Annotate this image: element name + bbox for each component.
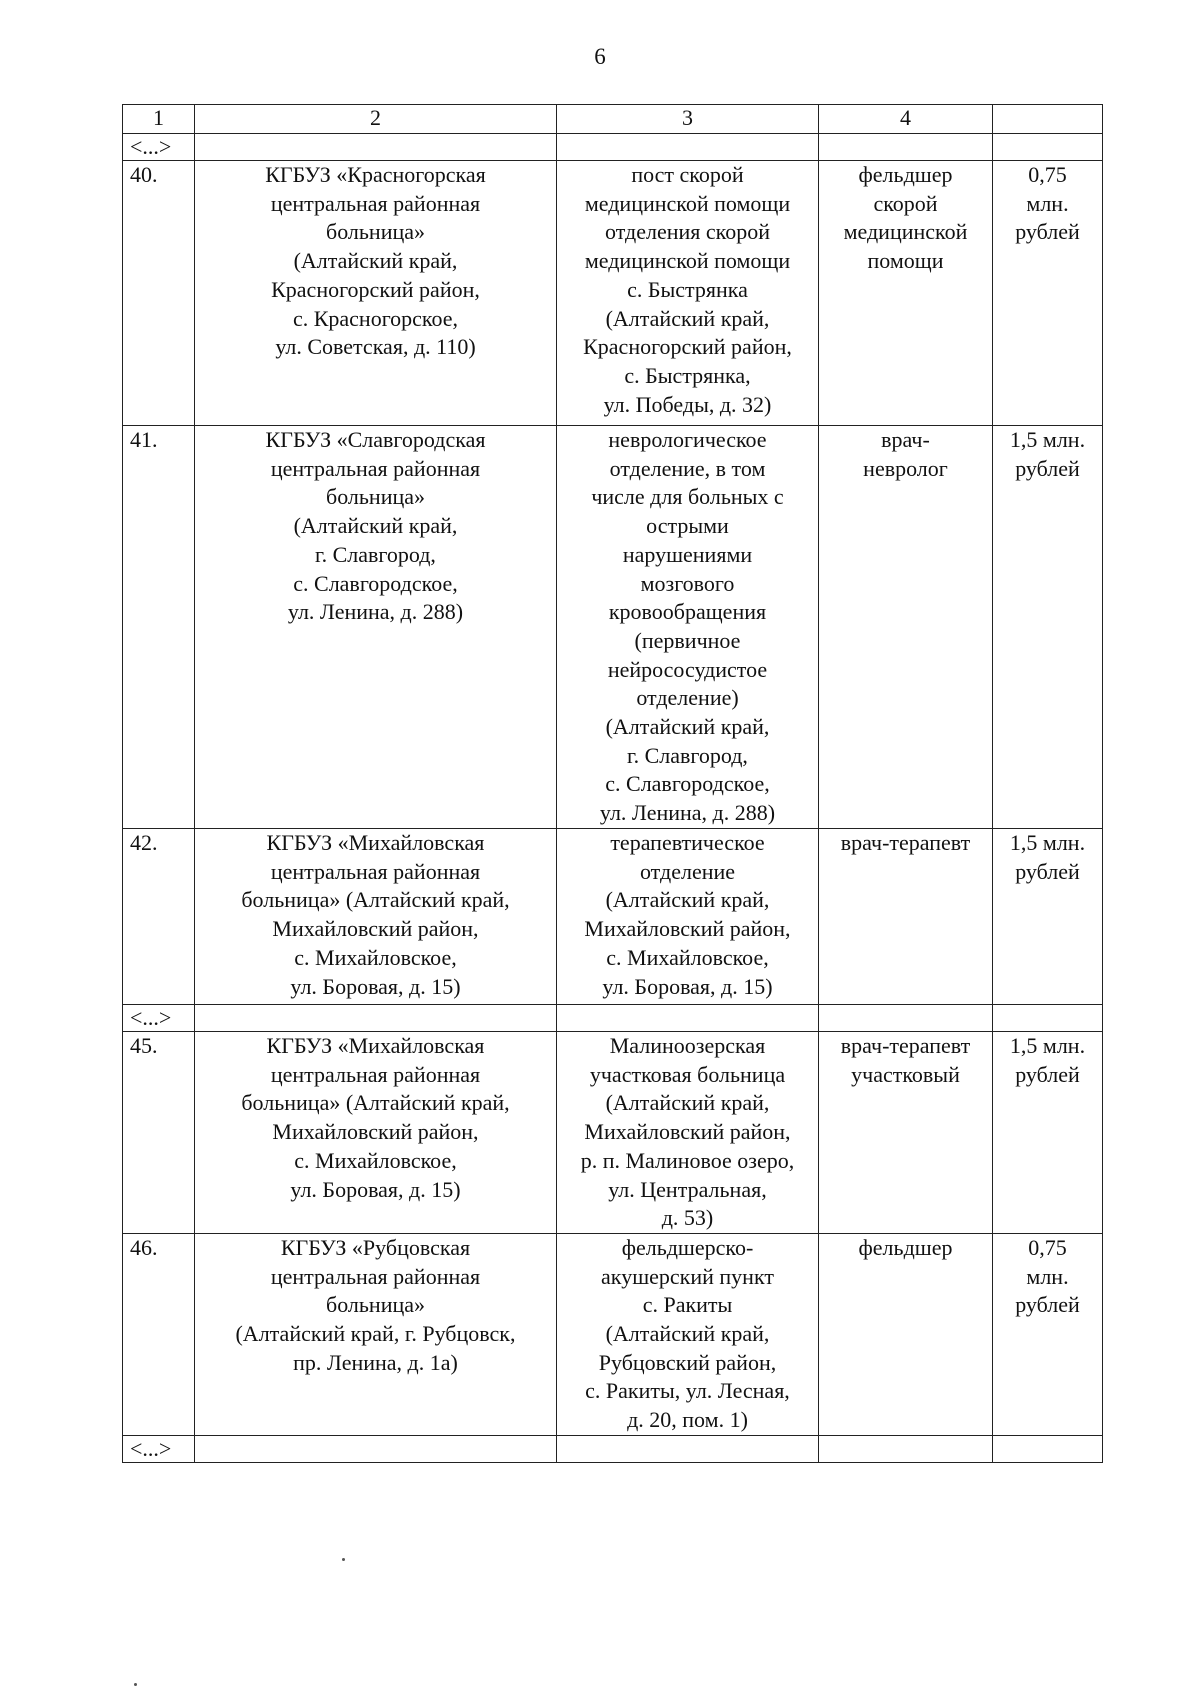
table-row-omission: [123, 1005, 1103, 1032]
table-row: [123, 1233, 1103, 1435]
header-col-4: 4: [819, 105, 993, 134]
empty-cell: [819, 1005, 993, 1032]
table-row-omission: [123, 1435, 1103, 1462]
institution-cell: КГБУЗ «Михайловская центральная районная больница» (Алтайский край, Михайловский район, с. Михайловское, ул. Боровая, д. 15): [195, 829, 557, 1005]
scan-speck: [134, 1683, 137, 1686]
empty-cell: [993, 1005, 1103, 1032]
row-number: 42.: [123, 829, 195, 1005]
amount-cell: 1,5 млн. рублей: [993, 426, 1103, 829]
empty-cell: [819, 134, 993, 161]
omission-marker: <...>: [123, 134, 195, 161]
empty-cell: [195, 1435, 557, 1462]
document-table: [122, 104, 1103, 1463]
position-cell: фельдшер скорой медицинской помощи: [819, 161, 993, 426]
unit-cell: Малиноозерская участковая больница (Алтайский край, Михайловский район, р. п. Малиновое озеро, ул. Центральная, д. 53): [557, 1032, 819, 1234]
amount-cell: 0,75 млн. рублей: [993, 161, 1103, 426]
empty-cell: [819, 1435, 993, 1462]
table-header-row: [123, 105, 1103, 134]
empty-cell: [195, 1005, 557, 1032]
row-number: 41.: [123, 426, 195, 829]
position-cell: врач- невролог: [819, 426, 993, 829]
institution-cell: КГБУЗ «Рубцовская центральная районная больница» (Алтайский край, г. Рубцовск, пр. Ленина, д. 1а): [195, 1233, 557, 1435]
table-row: [123, 829, 1103, 1005]
unit-cell: неврологическое отделение, в том числе для больных с острыми нарушениями мозгового кровообращения (первичное нейрососудистое отделение) (Алтайский край, г. Славгород, с. Славгородское, ул. Ленина, д. 288): [557, 426, 819, 829]
header-col-5: [993, 105, 1103, 134]
institution-cell: КГБУЗ «Славгородская центральная районная больница» (Алтайский край, г. Славгород, с. Славгородское, ул. Ленина, д. 288): [195, 426, 557, 829]
header-col-2: 2: [195, 105, 557, 134]
table-row-omission: [123, 134, 1103, 161]
table-row: [123, 1032, 1103, 1234]
institution-cell: КГБУЗ «Михайловская центральная районная больница» (Алтайский край, Михайловский район, с. Михайловское, ул. Боровая, д. 15): [195, 1032, 557, 1234]
empty-cell: [993, 134, 1103, 161]
header-col-3: 3: [557, 105, 819, 134]
row-number: 45.: [123, 1032, 195, 1234]
unit-cell: фельдшерско- акушерский пункт с. Ракиты (Алтайский край, Рубцовский район, с. Ракиты, ул. Лесная, д. 20, пом. 1): [557, 1233, 819, 1435]
empty-cell: [557, 1005, 819, 1032]
institution-cell: КГБУЗ «Красногорская центральная районная больница» (Алтайский край, Красногорский район, с. Красногорское, ул. Советская, д. 110): [195, 161, 557, 426]
header-col-1: 1: [123, 105, 195, 134]
empty-cell: [557, 1435, 819, 1462]
row-number: 46.: [123, 1233, 195, 1435]
position-cell: врач-терапевт участковый: [819, 1032, 993, 1234]
page-number: 6: [594, 44, 606, 69]
table-row: [123, 426, 1103, 829]
position-cell: фельдшер: [819, 1233, 993, 1435]
amount-cell: 1,5 млн. рублей: [993, 829, 1103, 1005]
unit-cell: терапевтическое отделение (Алтайский край, Михайловский район, с. Михайловское, ул. Боровая, д. 15): [557, 829, 819, 1005]
row-number: 40.: [123, 161, 195, 426]
scan-speck: [342, 1558, 345, 1561]
unit-cell: пост скорой медицинской помощи отделения скорой медицинской помощи с. Быстрянка (Алтайский край, Красногорский район, с. Быстрянка, ул. Победы, д. 32): [557, 161, 819, 426]
amount-cell: 0,75 млн. рублей: [993, 1233, 1103, 1435]
table-row: [123, 161, 1103, 426]
empty-cell: [993, 1435, 1103, 1462]
empty-cell: [195, 134, 557, 161]
omission-marker: <...>: [123, 1005, 195, 1032]
omission-marker: <...>: [123, 1435, 195, 1462]
position-cell: врач-терапевт: [819, 829, 993, 1005]
empty-cell: [557, 134, 819, 161]
amount-cell: 1,5 млн. рублей: [993, 1032, 1103, 1234]
